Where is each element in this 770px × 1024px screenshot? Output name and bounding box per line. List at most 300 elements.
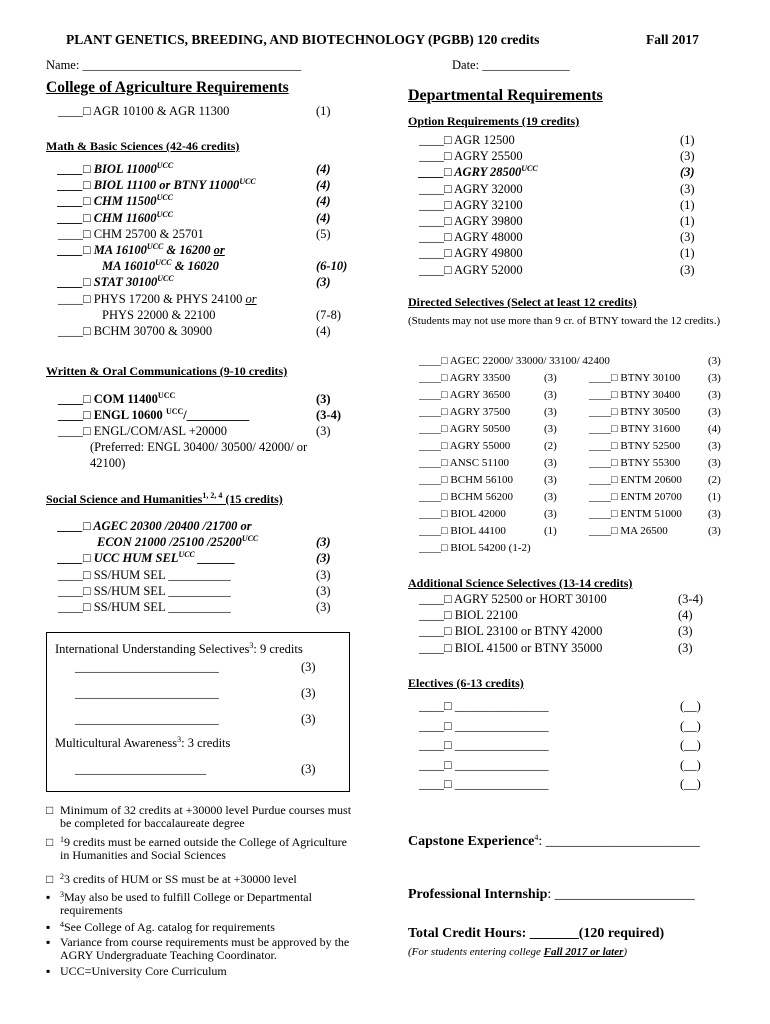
footnote-post: ) [623,946,628,958]
option-course: AGRY 48000 [454,230,523,245]
social-row[interactable] [58,519,252,534]
elective-row[interactable] [419,719,548,734]
option-checkbox[interactable]: ____□ [419,230,454,245]
written-rest: /__________ [183,408,250,422]
social-course: UCC HUM SEL [93,551,179,566]
math-credits: (7-8) [316,307,341,322]
written-sup: UCC [165,407,184,416]
intl-title [55,642,303,657]
math-credits: (4) [316,324,331,338]
directed-right-credits: (3) [708,508,721,520]
directed-right-checkbox[interactable]: ____□ [589,423,621,435]
option-course: AGRY 25500 [454,149,523,164]
written-row[interactable] [58,408,249,423]
social-title-sup: 1, 2, 4 [202,491,223,500]
option-credits: (3) [680,230,695,245]
directed-right-credits: (1) [708,491,721,503]
written-course: COM 11400 [93,392,158,406]
departmental-title: Departmental Requirements [408,87,603,104]
directed-right-row[interactable] [589,405,680,420]
total-credit-hours[interactable]: Total Credit Hours: _______(120 required) [408,926,665,941]
directed-left-row[interactable] [419,524,506,539]
agr-credits: (1) [316,104,331,118]
internship-field[interactable] [408,887,695,903]
directed-first-credits: (3) [708,355,721,367]
written-checkbox[interactable]: ____□ [58,408,94,422]
option-checkbox[interactable]: ____□ [419,246,454,261]
additional-credits: (4) [678,608,693,623]
math-checkbox[interactable]: ____□ [58,226,94,241]
elective-checkbox[interactable]: ____□ [419,699,455,713]
directed-right-credits: (3) [708,457,721,469]
directed-left-checkbox[interactable]: ____□ [419,491,451,503]
math-credits: (4) [316,178,331,193]
directed-right-credits: (3) [708,440,721,452]
math-course: PHYS 22000 & 22100 [102,307,216,322]
directed-right-checkbox[interactable]: ____□ [589,525,621,537]
additional-row[interactable] [419,641,602,656]
directed-left-row[interactable] [419,405,510,420]
written-preferred-2: 42100) [90,456,126,470]
additional-credits: (3) [678,624,693,639]
math-row [102,259,219,274]
math-row[interactable] [58,162,173,177]
social-title-rest: (15 credits) [222,492,283,506]
note-bullet: □ [46,835,54,849]
directed-left-course: AGRY 55000 [449,440,511,452]
directed-right-checkbox[interactable]: ____□ [589,440,621,452]
directed-right-course: BTNY 30100 [620,372,681,384]
option-credits: (1) [680,197,695,212]
written-credits: (3) [316,424,331,438]
capstone-line[interactable]: : ______________________ [538,834,700,849]
directed-left-credits: (1) [544,525,557,537]
option-row[interactable] [419,182,523,197]
math-course: CHM 11600 [93,210,157,225]
option-checkbox[interactable]: ____□ [419,181,454,196]
written-course: ENGL/COM/ASL +20000 [93,424,228,438]
directed-left-row[interactable] [419,371,510,386]
option-credits: (3) [680,149,695,164]
intl-credits-1: (3) [301,660,316,674]
directed-first-row[interactable] [419,354,610,369]
note-sup: 4 [60,920,64,929]
directed-right-checkbox[interactable]: ____□ [589,457,621,469]
math-row [102,308,216,323]
additional-checkbox[interactable]: ____□ [419,608,455,623]
agr-course: AGR 10100 & AGR 11300 [93,104,230,118]
math-row[interactable] [58,275,174,290]
directed-right-course: BTNY 30500 [620,406,681,418]
elective-course: _______________ [454,738,549,752]
note-body: UCC=University Core Curriculum [60,964,227,978]
written-checkbox[interactable]: ____□ [58,424,94,438]
directed-left-checkbox[interactable]: ____□ [419,542,451,554]
directed-left-credits: (3) [544,423,557,435]
math-course: MA 16010 [102,259,156,274]
social-credits: (3) [316,583,331,598]
additional-course: AGRY 52500 or HORT 30100 [454,592,607,606]
option-row[interactable] [419,230,523,245]
math-sup: UCC [156,209,174,219]
social-rest: ______ [194,551,236,566]
social-course: AGEC 20300 /20400 /21700 or [93,519,252,533]
elective-row[interactable] [419,777,548,792]
math-credits: (5) [316,226,331,241]
option-credits: (1) [680,246,695,261]
intl-title-sup: 3 [249,641,254,650]
additional-course: BIOL 41500 or BTNY 35000 [454,640,603,655]
elective-course: _______________ [454,718,549,733]
math-credits: (6-10) [316,259,348,274]
elective-course: _______________ [454,757,549,772]
directed-right-checkbox[interactable]: ____□ [589,508,621,520]
directed-right-checkbox[interactable]: ____□ [589,389,621,401]
intl-line-1[interactable]: _______________________ [75,660,219,674]
directed-right-checkbox[interactable]: ____□ [589,406,621,418]
elective-checkbox[interactable]: ____□ [419,738,455,752]
option-checkbox[interactable]: ____□ [419,165,455,180]
option-row[interactable] [419,246,523,261]
directed-left-checkbox[interactable]: ____□ [419,389,450,401]
math-course: PHYS 17200 & PHYS 24100 [93,291,246,306]
directed-right-course: MA 26500 [620,525,668,537]
directed-right-credits: (2) [708,474,721,486]
elective-row[interactable] [419,738,548,753]
directed-title: Directed Selectives (Select at least 12 credits) [408,295,637,309]
note-body: Minimum of 32 credits at +30000 level Purdue courses must be completed for baccalaureate degree [60,803,352,830]
note-text [60,836,356,862]
date-field[interactable]: Date: ______________ [452,58,570,72]
additional-credits: (3) [678,640,693,655]
directed-left-course: AGRY 50500 [449,423,511,435]
directed-left-credits: (3) [544,389,557,401]
math-credits: (4) [316,162,331,176]
directed-left-checkbox[interactable]: ____□ [419,440,450,452]
written-title: Written & Oral Communications (9-10 credits) [46,364,288,378]
math-checkbox[interactable]: ____□ [58,243,94,257]
math-checkbox[interactable]: ____□ [58,178,94,193]
math-rest: & 16200 [163,243,214,257]
directed-left-course: BCHM 56100 [450,474,514,486]
directed-left-row[interactable] [419,490,513,505]
additional-row[interactable] [419,592,607,607]
option-credits: (3) [680,181,695,196]
directed-left-credits: (2) [544,440,557,452]
social-checkbox[interactable]: ____□ [58,567,94,582]
capstone-field[interactable] [408,834,700,850]
math-sup: UCC [155,258,172,268]
math-course: CHM 25700 & 25701 [93,226,204,241]
math-credits: (4) [316,194,331,209]
directed-left-credits: (3) [544,474,557,486]
written-preferred: (Preferred: ENGL 30400/ 30500/ 42000/ or [90,440,308,454]
note-text [60,921,356,934]
option-row[interactable] [419,263,523,278]
directed-right-row[interactable] [589,507,682,522]
agr-row[interactable] [58,104,229,119]
social-checkbox[interactable]: ____□ [58,551,94,566]
directed-left-course: AGRY 37500 [449,406,511,418]
social-title-text: Social Science and Humanities [46,492,203,506]
note-text [60,891,356,917]
math-or: or [245,291,257,306]
note-bullet: □ [46,803,54,817]
directed-left-row[interactable] [419,422,510,437]
additional-course: BIOL 22100 [454,608,518,623]
math-course: STAT 30100 [93,275,158,290]
social-row[interactable] [58,600,231,615]
written-row[interactable] [58,424,227,439]
directed-right-credits: (3) [708,372,721,384]
option-checkbox[interactable]: ____□ [419,149,454,164]
math-course: BIOL 11000 [93,162,157,176]
option-checkbox[interactable]: ____□ [419,133,454,147]
note-text [60,804,356,830]
option-course: AGRY 32100 [454,197,523,212]
directed-left-course: ANSC 51100 [449,457,509,469]
international-box [46,632,350,792]
option-course: AGRY 52000 [454,262,523,277]
agr-blank[interactable]: ____□ [58,104,91,118]
math-checkbox[interactable]: ____□ [58,210,94,225]
option-checkbox[interactable]: ____□ [419,197,454,212]
elective-credits: (__) [680,738,701,752]
internship-label: Professional Internship [408,887,548,902]
option-checkbox[interactable]: ____□ [419,262,454,277]
directed-right-row[interactable] [589,490,682,505]
math-course: BIOL 11100 or BTNY 11000 [93,178,240,193]
math-checkbox[interactable]: ____□ [58,291,94,306]
math-checkbox[interactable]: ____□ [58,194,94,209]
math-row[interactable] [58,194,173,209]
note-bullet: ▪ [46,920,51,934]
social-title [46,492,283,507]
option-row[interactable] [419,214,523,229]
social-course: SS/HUM SEL __________ [93,567,231,582]
option-credits: (1) [680,133,695,147]
note-bullet: □ [46,872,54,886]
directed-first-blank[interactable]: ____□ [419,355,448,367]
directed-left-course: BIOL 54200 (1-2) [450,542,531,554]
directed-left-row[interactable] [419,456,509,471]
directed-right-course: ENTM 20700 [620,491,682,503]
name-field[interactable]: Name: ___________________________________ [46,58,302,72]
directed-left-course: AGRY 33500 [449,372,511,384]
directed-right-checkbox[interactable]: ____□ [589,491,621,503]
social-checkbox[interactable]: ____□ [58,519,94,533]
social-checkbox[interactable]: ____□ [58,583,94,598]
internship-line[interactable]: : ____________________ [547,887,695,902]
math-credits: (3) [316,275,331,290]
directed-left-credits: (3) [544,508,557,520]
social-checkbox[interactable]: ____□ [58,600,94,614]
term-label: Fall 2017 [646,32,699,47]
written-course: ENGL 10600 [93,408,166,422]
elective-checkbox[interactable]: ____□ [419,757,455,772]
directed-left-checkbox[interactable]: ____□ [419,423,450,435]
option-row[interactable] [419,165,538,180]
math-row[interactable] [58,324,212,339]
option-title: Option Requirements (19 credits) [408,114,580,128]
multicultural-title [55,736,230,751]
elective-credits: (__) [680,699,701,713]
directed-right-checkbox[interactable]: ____□ [589,474,621,486]
directed-right-course: BTNY 30400 [620,389,681,401]
option-row[interactable] [419,133,515,148]
option-row[interactable] [419,149,523,164]
intl-credits-2: (3) [301,686,316,700]
additional-row[interactable] [419,608,518,623]
written-checkbox[interactable]: ____□ [58,392,94,406]
directed-left-checkbox[interactable]: ____□ [419,525,451,537]
math-row[interactable] [58,227,204,242]
math-row[interactable] [58,211,173,226]
social-course: ECON 21000 /25100 /25200 [97,535,242,550]
directed-left-checkbox[interactable]: ____□ [419,474,451,486]
multi-title-text: Multicultural Awareness [55,736,178,750]
directed-right-credits: (3) [708,389,721,401]
math-checkbox[interactable]: ____□ [58,162,94,176]
directed-left-credits: (3) [544,406,557,418]
note-sup: 3 [60,890,64,899]
directed-right-row[interactable] [589,439,680,454]
directed-right-row[interactable] [589,473,682,488]
written-credits: (3) [316,392,331,406]
directed-right-course: BTNY 31600 [620,423,681,435]
elective-row[interactable] [419,699,548,714]
option-checkbox[interactable]: ____□ [419,214,454,228]
note-bullet: ▪ [46,935,51,949]
directed-left-checkbox[interactable]: ____□ [419,457,450,469]
math-row[interactable] [58,243,225,258]
note-body: Variance from course requirements must be approved by the AGRY Undergraduate Teaching Coordinator. [60,935,350,962]
option-credits: (3) [680,165,695,180]
additional-title: Additional Science Selectives (13-14 credits) [408,576,633,590]
option-course: AGRY 39800 [454,214,523,228]
option-row[interactable] [419,198,523,213]
directed-right-row[interactable] [589,524,668,539]
social-credits: (3) [316,567,331,582]
social-row [97,535,258,550]
math-sup: UCC [156,161,174,170]
directed-left-credits: (3) [544,491,557,503]
social-row[interactable] [58,551,236,566]
directed-left-row[interactable] [419,473,513,488]
directed-right-row[interactable] [589,371,680,386]
option-sup: UCC [521,164,538,174]
elective-checkbox[interactable]: ____□ [419,718,455,733]
note-body: 9 credits must be earned outside the College of Agriculture in Humanities and Social Sciences [60,835,347,862]
elective-course: _______________ [454,699,549,713]
capstone-label: Capstone Experience [408,834,535,849]
directed-left-row[interactable] [419,541,531,556]
written-sup: UCC [157,391,176,400]
intl-title-text: International Understanding Selectives [55,642,250,656]
directed-left-course: BCHM 56200 [450,491,514,503]
math-or: or [213,243,225,257]
directed-left-credits: (3) [544,457,557,469]
intl-title-rest: : 9 credits [253,642,303,656]
college-requirements-title: College of Agriculture Requirements [46,79,289,96]
additional-course: BIOL 23100 or BTNY 42000 [454,624,603,639]
written-credits: (3-4) [316,408,341,422]
intl-line-2[interactable]: _______________________ [75,686,219,700]
directed-left-row[interactable] [419,507,506,522]
directed-right-credits: (3) [708,406,721,418]
directed-left-course: BIOL 44100 [450,525,506,537]
option-credits: (3) [680,262,695,277]
social-row[interactable] [58,568,231,583]
directed-left-checkbox[interactable]: ____□ [419,508,451,520]
multicultural-line[interactable]: _____________________ [75,762,207,776]
math-title: Math & Basic Sciences (42-46 credits) [46,139,240,153]
directed-right-row[interactable] [589,388,680,403]
directed-right-course: BTNY 55300 [620,457,681,469]
directed-right-credits: (4) [708,423,721,435]
social-course: SS/HUM SEL __________ [93,583,231,598]
directed-left-row[interactable] [419,439,510,454]
math-course: BCHM 30700 & 30900 [93,324,213,338]
note-sup: 2 [60,872,64,881]
note-bullet: ▪ [46,964,51,978]
option-course: AGR 12500 [454,133,515,147]
note-bullet: ▪ [46,890,51,904]
elective-credits: (__) [680,757,701,772]
social-row[interactable] [58,584,231,599]
written-row[interactable] [58,392,175,407]
directed-right-row[interactable] [589,422,680,437]
math-sup: UCC [157,274,174,284]
page-title: PLANT GENETICS, BREEDING, AND BIOTECHNOLOGY (PGBB) 120 credits [66,32,540,47]
social-credits: (3) [316,551,331,566]
directed-right-row[interactable] [589,456,680,471]
directed-right-course: ENTM 51000 [620,508,682,520]
option-course: AGRY 49800 [454,246,523,261]
note-body: See College of Ag. catalog for requirements [64,920,275,934]
elective-checkbox[interactable]: ____□ [419,777,455,791]
math-checkbox[interactable]: ____□ [58,275,94,290]
math-row[interactable] [58,178,256,193]
math-course: CHM 11500 [93,194,157,209]
directed-left-course: AGRY 36500 [449,389,511,401]
note-sup: 1 [60,835,64,844]
directed-right-checkbox[interactable]: ____□ [589,372,621,384]
directed-left-checkbox[interactable]: ____□ [419,372,450,384]
directed-left-course: BIOL 42000 [450,508,506,520]
directed-right-course: ENTM 20600 [620,474,682,486]
elective-row[interactable] [419,758,548,773]
multicultural-credits: (3) [301,762,316,776]
additional-checkbox[interactable]: ____□ [419,592,454,606]
directed-right-course: BTNY 52500 [620,440,681,452]
directed-first-course: AGEC 22000/ 33000/ 33100/ 42400 [449,355,610,367]
option-credits: (1) [680,214,695,228]
social-credits: (3) [316,535,331,550]
math-row[interactable] [58,292,257,307]
additional-checkbox[interactable]: ____□ [419,640,455,655]
math-checkbox[interactable]: ____□ [58,324,94,338]
elective-course: _______________ [454,777,549,791]
note-text [60,873,356,886]
directed-left-row[interactable] [419,388,510,403]
directed-left-checkbox[interactable]: ____□ [419,406,450,418]
elective-credits: (__) [680,718,701,733]
additional-row[interactable] [419,624,602,639]
additional-checkbox[interactable]: ____□ [419,624,455,639]
intl-line-3[interactable]: _______________________ [75,712,219,726]
directed-right-credits: (3) [708,525,721,537]
